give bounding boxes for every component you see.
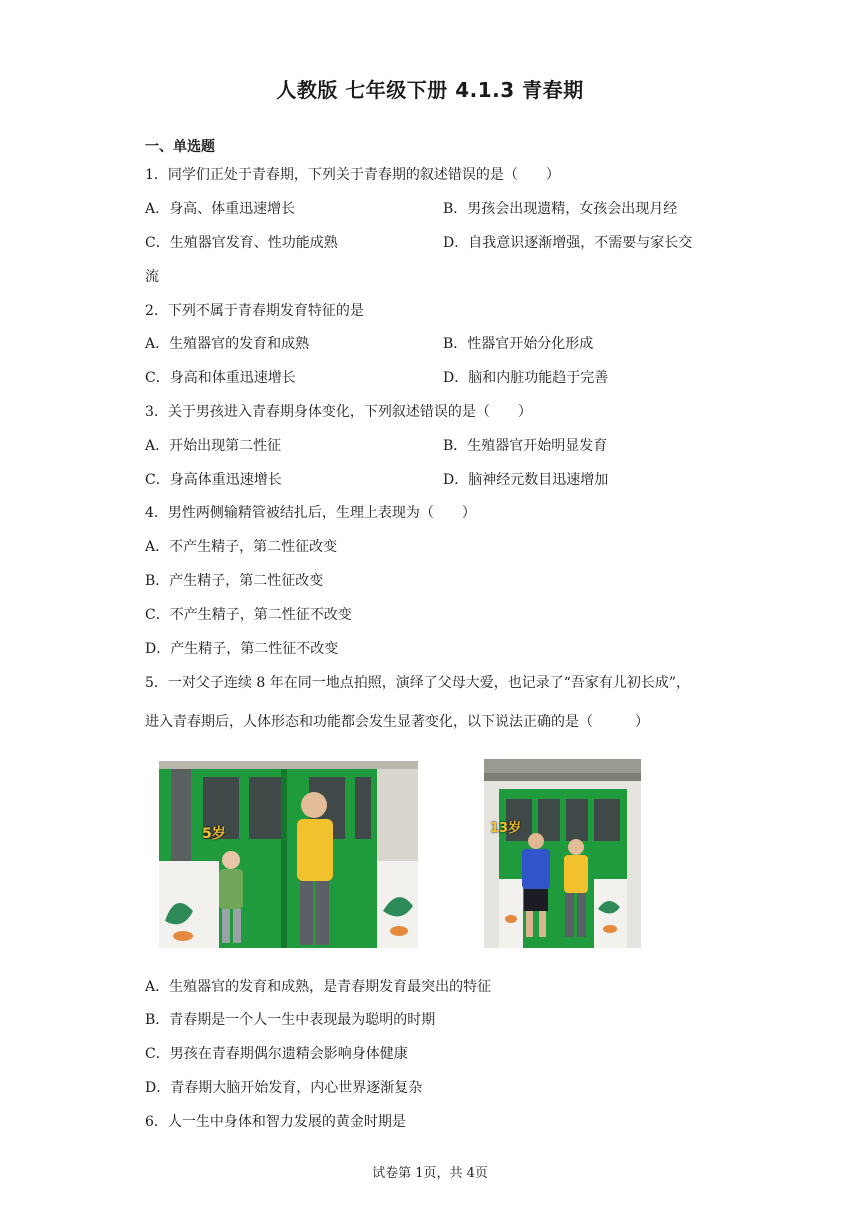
question-5-option-a: A．生殖器官的发育和成熟，是青春期发育最突出的特征	[145, 979, 492, 995]
question-5-stem-line-2: 进入青春期后，人体形态和功能都会发生显著变化，以下说法正确的是（ ）	[145, 714, 649, 730]
photo-age-13	[484, 759, 641, 948]
question-1-option-d-continued: 流	[145, 269, 159, 285]
question-3-option-c: C．身高体重迅速增长	[145, 472, 282, 488]
question-1-option-a: A．身高、体重迅速增长	[145, 201, 296, 217]
question-3-option-b: B．生殖器官开始明显发育	[443, 438, 608, 454]
question-5-option-c: C．男孩在青春期偶尔遗精会影响身体健康	[145, 1046, 408, 1062]
page-footer: 试卷第 1页，共 4页	[372, 1166, 488, 1181]
photo-age-5-label: 5岁	[202, 826, 226, 842]
section-heading: 一、单选题	[145, 139, 215, 155]
question-3-option-a: A．开始出现第二性征	[145, 438, 282, 454]
question-4-option-a: A．不产生精子，第二性征改变	[145, 539, 338, 555]
question-1-stem: 1．同学们正处于青春期，下列关于青春期的叙述错误的是（ ）	[145, 167, 560, 183]
question-2-option-b: B．性器官开始分化形成	[443, 336, 594, 352]
question-4-stem: 4．男性两侧输精管被结扎后，生理上表现为（ ）	[145, 505, 476, 521]
question-1-option-d: D．自我意识逐渐增强，不需要与家长交	[443, 235, 693, 251]
question-5-stem-line-1: 5．一对父子连续 8 年在同一地点拍照，演绎了父母大爱，也记录了“吾家有儿初长成”，	[145, 675, 691, 691]
question-3-option-d: D．脑神经元数目迅速增加	[443, 472, 609, 488]
question-1-option-c: C．生殖器官发育、性功能成熟	[145, 235, 338, 251]
question-4-option-b: B．产生精子，第二性征改变	[145, 573, 324, 589]
page-title: 人教版 七年级下册 4.1.3 青春期	[276, 78, 584, 102]
question-4-option-c: C．不产生精子，第二性征不改变	[145, 607, 352, 623]
question-5-option-b: B．青春期是一个人一生中表现最为聪明的时期	[145, 1012, 436, 1028]
photo-age-13-label: 13岁	[490, 821, 522, 836]
question-1-option-b: B．男孩会出现遗精，女孩会出现月经	[443, 201, 678, 217]
question-4-option-d: D．产生精子，第二性征不改变	[145, 641, 339, 657]
question-2-option-c: C．身高和体重迅速增长	[145, 370, 296, 386]
photo-age-5	[159, 761, 418, 948]
question-3-stem: 3．关于男孩进入青春期身体变化，下列叙述错误的是（ ）	[145, 404, 532, 420]
question-2-stem: 2．下列不属于青春期发育特征的是	[145, 303, 364, 319]
question-2-option-a: A．生殖器官的发育和成熟	[145, 336, 310, 352]
question-6-stem: 6．人一生中身体和智力发展的黄金时期是	[145, 1114, 406, 1130]
question-2-option-d: D．脑和内脏功能趋于完善	[443, 370, 609, 386]
question-5-option-d: D．青春期大脑开始发育，内心世界逐渐复杂	[145, 1080, 423, 1096]
